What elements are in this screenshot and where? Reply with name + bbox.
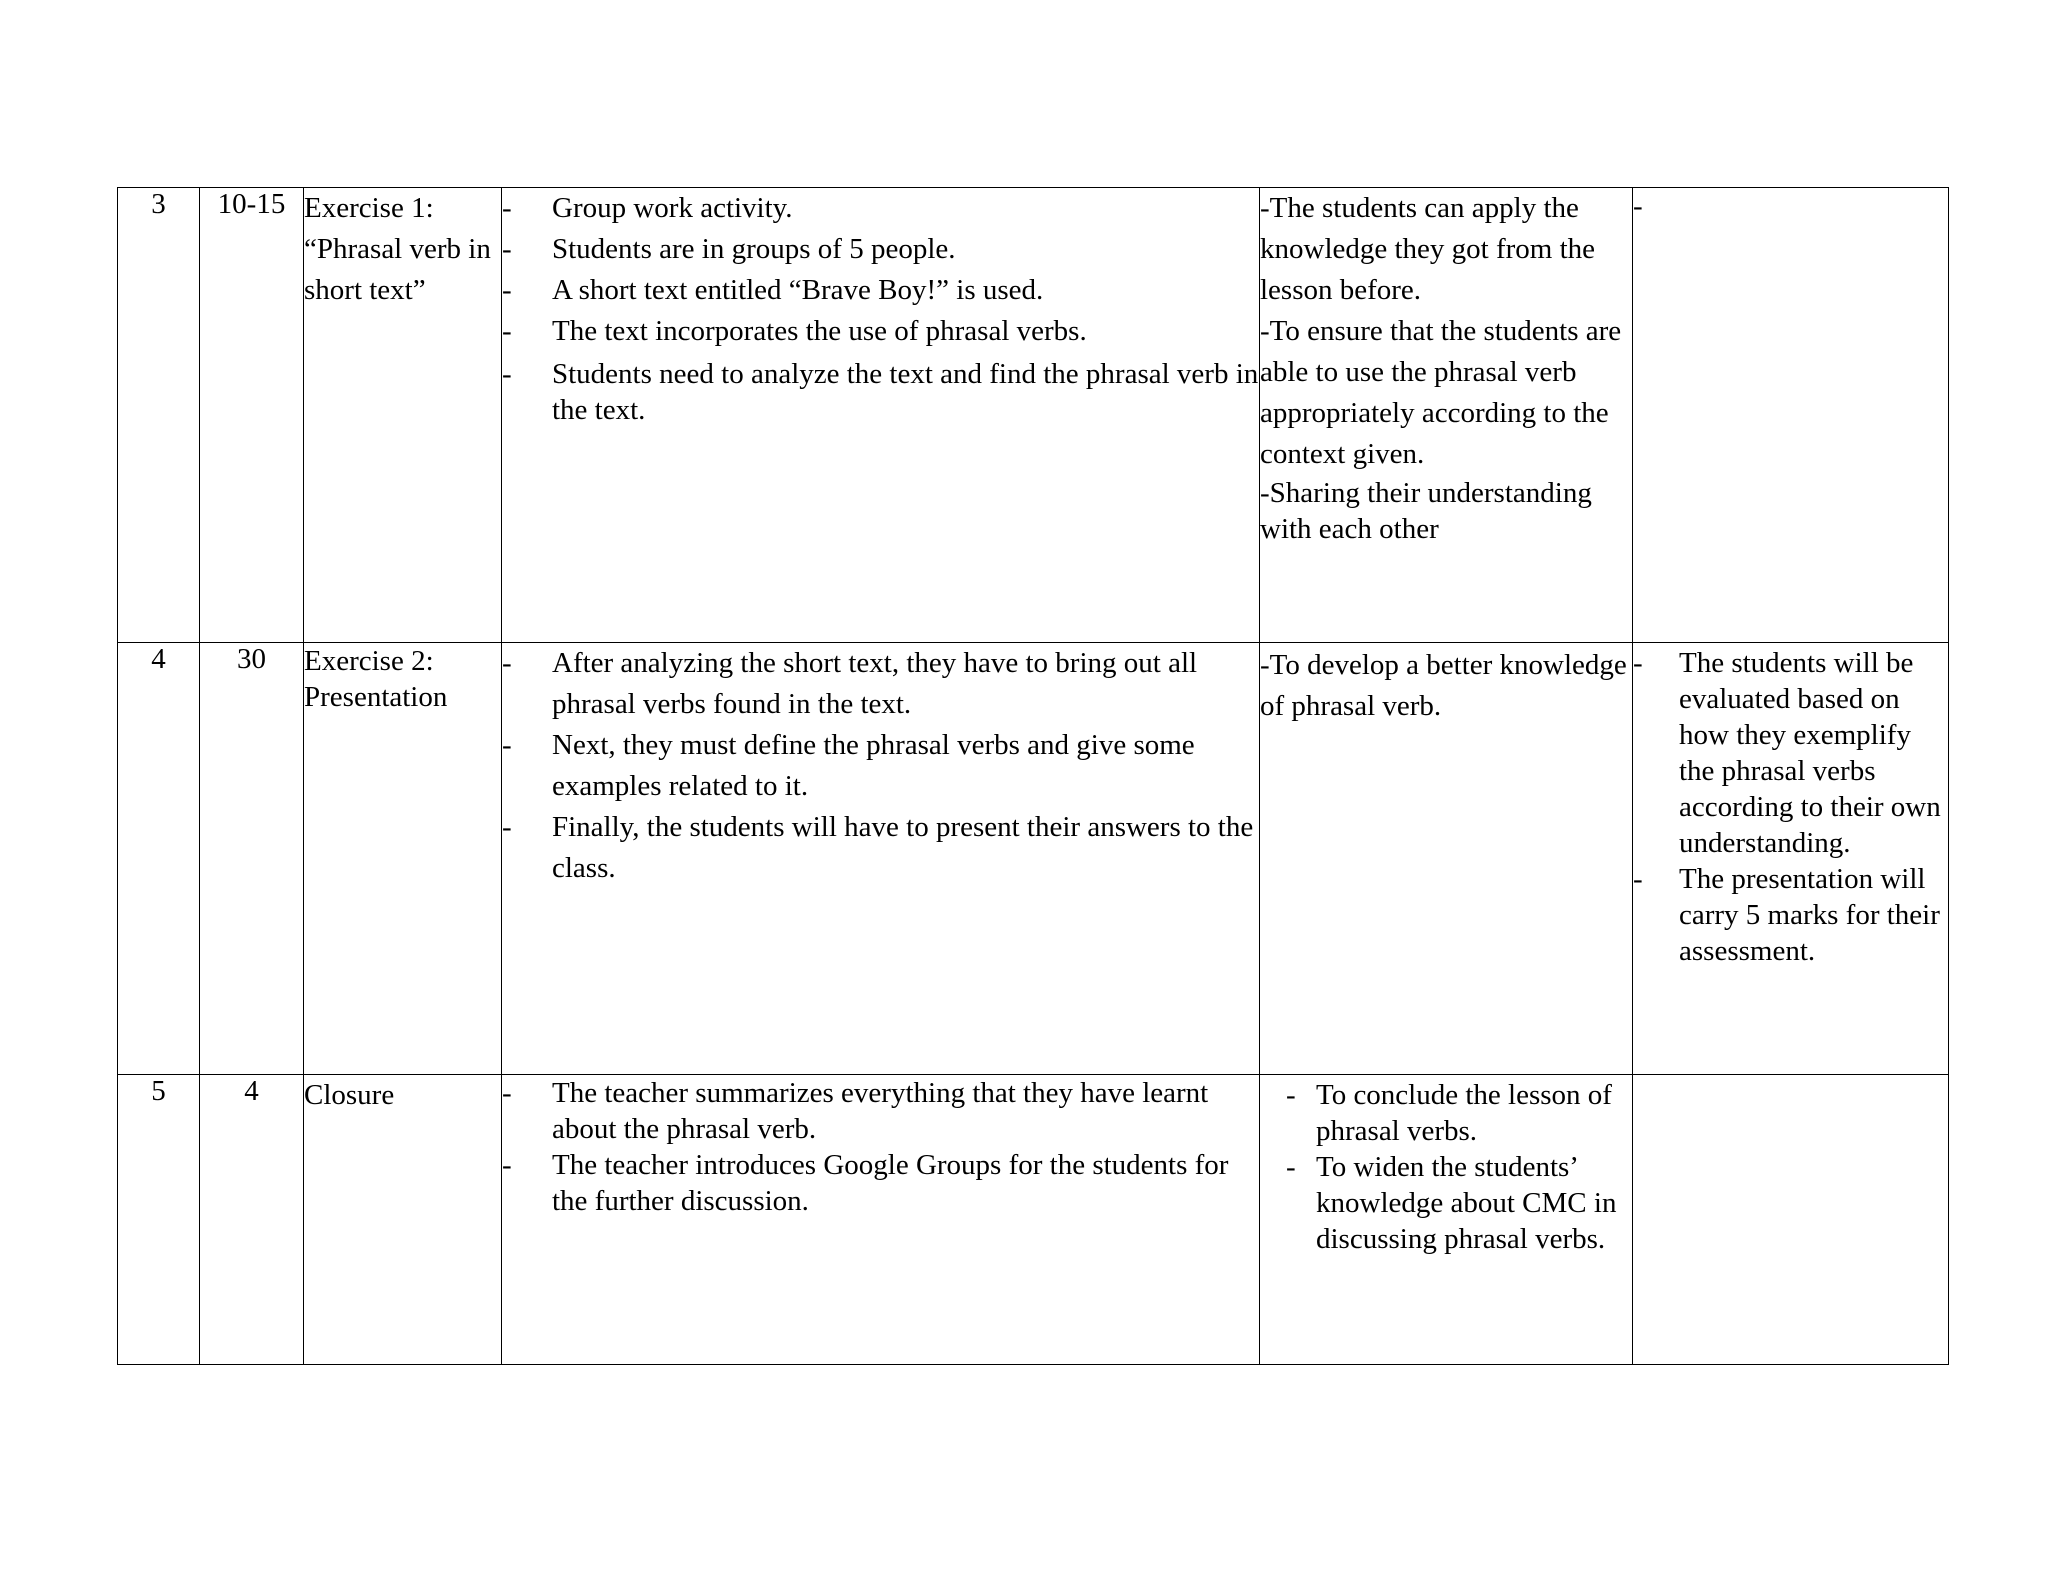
list-item: - Next, they must define the phrasal verbs and give some examples related to it. — [502, 725, 1259, 807]
procedure-list — [502, 643, 1259, 889]
list-item: - To conclude the lesson of phrasal verbs. — [1282, 1077, 1632, 1149]
list-item: - Students are in groups of 5 people. — [502, 229, 1259, 270]
objective-text: -To develop a better knowledge of phrasal verb. — [1260, 649, 1627, 722]
activity-cell: Closure — [304, 1075, 502, 1365]
objective-text: -To ensure that the students are able to use the phrasal verb appropriately according to the context given. — [1260, 315, 1622, 470]
list-item: - A short text entitled “Brave Boy!” is used. — [502, 270, 1259, 311]
table-row — [118, 643, 1949, 1075]
table-row — [118, 1075, 1949, 1365]
objectives-cell — [1260, 643, 1633, 1075]
list-item: - Finally, the students will have to present their answers to the class. — [502, 807, 1259, 889]
objective-text: -Sharing their understanding with each other — [1260, 477, 1592, 545]
procedure-cell — [502, 1075, 1260, 1365]
list-item: - The teacher summarizes everything that they have learnt about the phrasal verb. — [502, 1075, 1259, 1147]
objectives-list — [1260, 1077, 1632, 1257]
assessment-cell: - — [1633, 188, 1949, 643]
assessment-list — [1633, 645, 1948, 969]
activity-cell: Exercise 2: Presentation — [304, 643, 502, 1075]
procedure-cell — [502, 643, 1260, 1075]
list-item: - The students will be evaluated based on how they exemplify the phrasal verbs according to their own understanding. — [1633, 645, 1948, 861]
procedure-list — [502, 188, 1259, 428]
list-item: - To widen the students’ knowledge about CMC in discussing phrasal verbs. — [1282, 1149, 1632, 1257]
objectives-cell — [1260, 188, 1633, 643]
list-item: - The text incorporates the use of phrasal verbs. — [502, 311, 1259, 352]
list-item: - Group work activity. — [502, 188, 1259, 229]
assessment-cell — [1633, 1075, 1949, 1365]
list-item: - The presentation will carry 5 marks for their assessment. — [1633, 861, 1948, 969]
time-cell: 4 — [200, 1075, 304, 1365]
objective-text: -The students can apply the knowledge they got from the lesson before. — [1260, 192, 1596, 306]
step-number-cell: 5 — [118, 1075, 200, 1365]
table-row — [118, 188, 1949, 643]
step-number-cell: 3 — [118, 188, 200, 643]
time-cell: 10-15 — [200, 188, 304, 643]
list-item: - Students need to analyze the text and find the phrasal verb in the text. — [502, 356, 1259, 428]
list-item: - After analyzing the short text, they have to bring out all phrasal verbs found in the text. — [502, 643, 1259, 725]
objectives-cell — [1260, 1075, 1633, 1365]
step-number-cell: 4 — [118, 643, 200, 1075]
assessment-cell — [1633, 643, 1949, 1075]
activity-cell: Exercise 1: “Phrasal verb in short text” — [304, 188, 502, 643]
procedure-cell — [502, 188, 1260, 643]
procedure-list — [502, 1075, 1259, 1219]
list-item: - The teacher introduces Google Groups for the students for the further discussion. — [502, 1147, 1259, 1219]
lesson-plan-table — [117, 187, 1949, 1365]
time-cell: 30 — [200, 643, 304, 1075]
